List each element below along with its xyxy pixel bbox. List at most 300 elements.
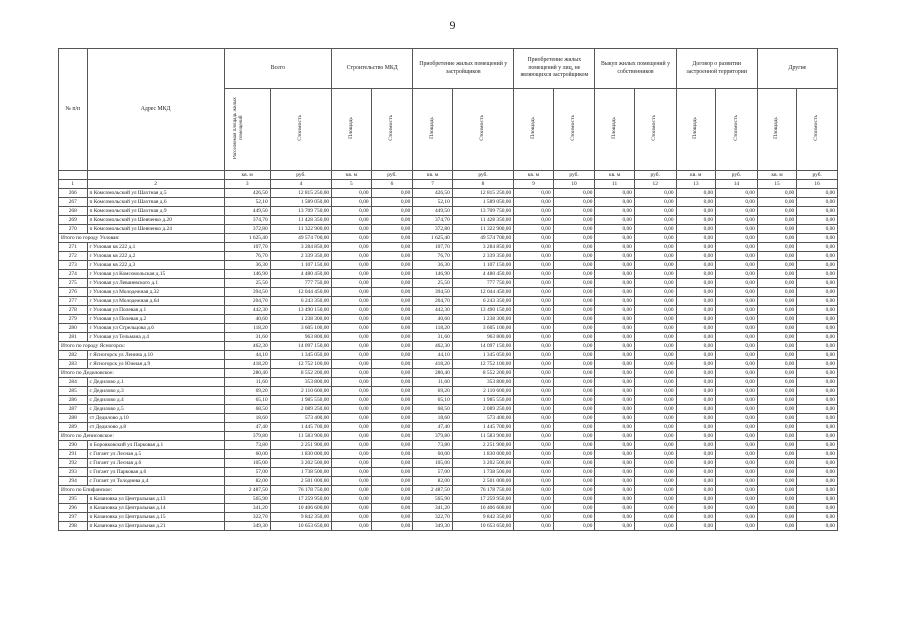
- zero-cell: 0,00: [553, 270, 595, 279]
- zero-cell: 0,00: [595, 504, 634, 513]
- address-cell: г Узловая кв 222 д.2: [87, 252, 224, 261]
- cost-cell: 13 490 150,00: [452, 306, 513, 315]
- zero-cell: 0,00: [332, 423, 371, 432]
- zero-cell: 0,00: [514, 351, 553, 360]
- zero-cell: 0,00: [553, 504, 595, 513]
- zero-cell: 0,00: [716, 324, 758, 333]
- zero-cell: 0,00: [716, 387, 758, 396]
- zero-cell: 0,00: [371, 486, 413, 495]
- zero-cell: 0,00: [757, 324, 796, 333]
- table-row: [59, 207, 838, 216]
- cost-cell: 777 750,00: [452, 279, 513, 288]
- zero-cell: 0,00: [371, 477, 413, 486]
- table-row: [59, 216, 838, 225]
- zero-cell: 0,00: [676, 225, 715, 234]
- zero-cell: 0,00: [797, 441, 838, 450]
- subheader: Стоимость: [452, 89, 513, 171]
- table-row: [59, 243, 838, 252]
- area-cell: 68,50: [413, 405, 452, 414]
- cost-cell: 8 552 200,00: [452, 369, 513, 378]
- cost-cell: 8 552 200,00: [270, 369, 331, 378]
- zero-cell: 0,00: [371, 333, 413, 342]
- zero-cell: 0,00: [332, 405, 371, 414]
- area-cell: 57,00: [224, 468, 270, 477]
- zero-cell: 0,00: [514, 189, 553, 198]
- zero-cell: 0,00: [716, 351, 758, 360]
- zero-cell: 0,00: [332, 414, 371, 423]
- zero-cell: 0,00: [371, 315, 413, 324]
- zero-cell: 0,00: [797, 486, 838, 495]
- zero-cell: 0,00: [797, 477, 838, 486]
- zero-cell: 0,00: [514, 297, 553, 306]
- zero-cell: 0,00: [371, 279, 413, 288]
- zero-cell: 0,00: [371, 306, 413, 315]
- zero-cell: 0,00: [757, 441, 796, 450]
- zero-cell: 0,00: [797, 459, 838, 468]
- zero-cell: 0,00: [514, 378, 553, 387]
- area-cell: 565,90: [224, 495, 270, 504]
- zero-cell: 0,00: [797, 279, 838, 288]
- cost-cell: 17 259 950,00: [270, 495, 331, 504]
- cost-cell: 49 574 700,00: [452, 234, 513, 243]
- zero-cell: 0,00: [676, 495, 715, 504]
- zero-cell: 0,00: [595, 225, 634, 234]
- zero-cell: 0,00: [797, 495, 838, 504]
- zero-cell: 0,00: [514, 198, 553, 207]
- cost-cell: 1 345 050,00: [270, 351, 331, 360]
- zero-cell: 0,00: [332, 207, 371, 216]
- address-cell: с Гигант ул Парковая д.6: [87, 468, 224, 477]
- row-number: 267: [59, 198, 88, 207]
- group-header: Приобретение жилых помещений у застройщиков: [413, 49, 514, 89]
- zero-cell: 0,00: [757, 450, 796, 459]
- zero-cell: 0,00: [553, 288, 595, 297]
- zero-cell: 0,00: [716, 279, 758, 288]
- zero-cell: 0,00: [634, 189, 676, 198]
- zero-cell: 0,00: [371, 234, 413, 243]
- row-number: 273: [59, 261, 88, 270]
- row-number: 278: [59, 306, 88, 315]
- area-cell: 372,80: [224, 225, 270, 234]
- cost-cell: 3 605 100,00: [270, 324, 331, 333]
- address-cell: г Узловая ул Комсомольская д.15: [87, 270, 224, 279]
- table-row: [59, 396, 838, 405]
- area-cell: 68,50: [224, 405, 270, 414]
- zero-cell: 0,00: [757, 333, 796, 342]
- zero-cell: 0,00: [371, 243, 413, 252]
- area-cell: 36,30: [413, 261, 452, 270]
- area-cell: 418,20: [413, 360, 452, 369]
- zero-cell: 0,00: [634, 423, 676, 432]
- zero-cell: 0,00: [757, 297, 796, 306]
- total-label: Итого по Епифанское:: [59, 486, 225, 495]
- zero-cell: 0,00: [371, 405, 413, 414]
- zero-cell: 0,00: [514, 234, 553, 243]
- area-cell: 57,00: [413, 468, 452, 477]
- zero-cell: 0,00: [676, 360, 715, 369]
- cost-cell: 1 985 550,00: [270, 396, 331, 405]
- area-cell: 44,10: [413, 351, 452, 360]
- zero-cell: 0,00: [676, 468, 715, 477]
- zero-cell: 0,00: [634, 333, 676, 342]
- table-row: [59, 495, 838, 504]
- table-row: [59, 189, 838, 198]
- area-cell: 118,20: [413, 324, 452, 333]
- resettlement-table: [58, 48, 838, 531]
- zero-cell: 0,00: [553, 378, 595, 387]
- zero-cell: 0,00: [553, 351, 595, 360]
- row-number: 282: [59, 351, 88, 360]
- zero-cell: 0,00: [595, 378, 634, 387]
- row-number: 296: [59, 504, 88, 513]
- table-row: [59, 198, 838, 207]
- zero-cell: 0,00: [716, 423, 758, 432]
- zero-cell: 0,00: [514, 270, 553, 279]
- subheader: Площадь: [332, 89, 371, 171]
- zero-cell: 0,00: [676, 306, 715, 315]
- zero-cell: 0,00: [553, 468, 595, 477]
- zero-cell: 0,00: [716, 198, 758, 207]
- zero-cell: 0,00: [797, 432, 838, 441]
- zero-cell: 0,00: [757, 216, 796, 225]
- zero-cell: 0,00: [634, 513, 676, 522]
- cost-cell: 49 574 700,00: [270, 234, 331, 243]
- address-cell: п Казановка ул Центральная д.13: [87, 495, 224, 504]
- area-cell: 1 625,40: [224, 234, 270, 243]
- cost-cell: 2 339 350,00: [452, 252, 513, 261]
- zero-cell: 0,00: [553, 306, 595, 315]
- zero-cell: 0,00: [797, 405, 838, 414]
- zero-cell: 0,00: [797, 306, 838, 315]
- zero-cell: 0,00: [553, 477, 595, 486]
- cost-cell: 2 110 600,00: [270, 387, 331, 396]
- zero-cell: 0,00: [371, 297, 413, 306]
- zero-cell: 0,00: [595, 315, 634, 324]
- zero-cell: 0,00: [797, 288, 838, 297]
- zero-cell: 0,00: [757, 306, 796, 315]
- zero-cell: 0,00: [634, 243, 676, 252]
- zero-cell: 0,00: [595, 306, 634, 315]
- area-cell: 11,60: [413, 378, 452, 387]
- area-cell: 341,20: [224, 504, 270, 513]
- zero-cell: 0,00: [757, 369, 796, 378]
- area-cell: 349,30: [413, 522, 452, 531]
- zero-cell: 0,00: [371, 324, 413, 333]
- cost-cell: 13 709 750,00: [270, 207, 331, 216]
- row-number: 288: [59, 414, 88, 423]
- cost-cell: 2 251 900,00: [452, 441, 513, 450]
- table-row: [59, 252, 838, 261]
- zero-cell: 0,00: [332, 459, 371, 468]
- cost-cell: 3 202 500,00: [270, 459, 331, 468]
- subheader: Площадь: [413, 89, 452, 171]
- area-cell: 105,00: [224, 459, 270, 468]
- zero-cell: 0,00: [553, 360, 595, 369]
- zero-cell: 0,00: [553, 252, 595, 261]
- table-row: [59, 297, 838, 306]
- zero-cell: 0,00: [332, 333, 371, 342]
- zero-cell: 0,00: [757, 423, 796, 432]
- cost-cell: 1 107 150,00: [270, 261, 331, 270]
- area-cell: 341,20: [413, 504, 452, 513]
- zero-cell: 0,00: [332, 297, 371, 306]
- row-number: 274: [59, 270, 88, 279]
- zero-cell: 0,00: [371, 414, 413, 423]
- cost-cell: 2 251 900,00: [270, 441, 331, 450]
- row-number: 297: [59, 513, 88, 522]
- area-cell: 349,30: [224, 522, 270, 531]
- cost-cell: 1 738 500,00: [452, 468, 513, 477]
- total-label: Итого по городу Узловая:: [59, 234, 225, 243]
- zero-cell: 0,00: [371, 432, 413, 441]
- cost-cell: 573 400,00: [452, 414, 513, 423]
- zero-cell: 0,00: [757, 270, 796, 279]
- address-cell: г Узловая ул Стрельцова д.6: [87, 324, 224, 333]
- zero-cell: 0,00: [676, 351, 715, 360]
- area-cell: 394,50: [224, 288, 270, 297]
- area-cell: 65,10: [413, 396, 452, 405]
- zero-cell: 0,00: [514, 486, 553, 495]
- area-cell: 442,30: [413, 306, 452, 315]
- row-number: 286: [59, 396, 88, 405]
- zero-cell: 0,00: [553, 396, 595, 405]
- address-cell: г Узловая кв 222 д.1: [87, 243, 224, 252]
- zero-cell: 0,00: [332, 216, 371, 225]
- zero-cell: 0,00: [757, 351, 796, 360]
- zero-cell: 0,00: [595, 450, 634, 459]
- address-cell: ст Дедилово д.8: [87, 423, 224, 432]
- zero-cell: 0,00: [676, 504, 715, 513]
- area-cell: 280,40: [224, 369, 270, 378]
- zero-cell: 0,00: [553, 216, 595, 225]
- zero-cell: 0,00: [595, 351, 634, 360]
- subheader: Стоимость: [553, 89, 595, 171]
- area-cell: 374,70: [224, 216, 270, 225]
- zero-cell: 0,00: [553, 189, 595, 198]
- cost-cell: 12 752 100,00: [270, 360, 331, 369]
- cost-cell: 76 178 750,00: [270, 486, 331, 495]
- zero-cell: 0,00: [514, 342, 553, 351]
- zero-cell: 0,00: [595, 414, 634, 423]
- zero-cell: 0,00: [797, 198, 838, 207]
- zero-cell: 0,00: [676, 333, 715, 342]
- zero-cell: 0,00: [514, 252, 553, 261]
- zero-cell: 0,00: [514, 243, 553, 252]
- cost-cell: 3 605 100,00: [452, 324, 513, 333]
- zero-cell: 0,00: [757, 378, 796, 387]
- area-cell: 1 625,40: [413, 234, 452, 243]
- area-cell: 107,70: [224, 243, 270, 252]
- zero-cell: 0,00: [757, 198, 796, 207]
- address-cell: п Комсомольский ул Шевченко д.20: [87, 216, 224, 225]
- cost-cell: 1 238 300,00: [270, 315, 331, 324]
- zero-cell: 0,00: [332, 351, 371, 360]
- zero-cell: 0,00: [514, 279, 553, 288]
- zero-cell: 0,00: [332, 243, 371, 252]
- subheader: Стоимость: [270, 89, 331, 171]
- zero-cell: 0,00: [716, 414, 758, 423]
- zero-cell: 0,00: [514, 360, 553, 369]
- zero-cell: 0,00: [553, 261, 595, 270]
- zero-cell: 0,00: [716, 468, 758, 477]
- zero-cell: 0,00: [332, 315, 371, 324]
- zero-cell: 0,00: [797, 315, 838, 324]
- zero-cell: 0,00: [716, 225, 758, 234]
- area-cell: 40,60: [413, 315, 452, 324]
- zero-cell: 0,00: [332, 198, 371, 207]
- zero-cell: 0,00: [332, 486, 371, 495]
- zero-cell: 0,00: [676, 324, 715, 333]
- zero-cell: 0,00: [634, 450, 676, 459]
- zero-cell: 0,00: [371, 513, 413, 522]
- zero-cell: 0,00: [332, 360, 371, 369]
- zero-cell: 0,00: [634, 306, 676, 315]
- cost-cell: 353 800,00: [270, 378, 331, 387]
- area-cell: 565,90: [413, 495, 452, 504]
- zero-cell: 0,00: [371, 252, 413, 261]
- zero-cell: 0,00: [757, 504, 796, 513]
- cost-cell: 573 400,00: [270, 414, 331, 423]
- zero-cell: 0,00: [797, 225, 838, 234]
- zero-cell: 0,00: [332, 468, 371, 477]
- zero-cell: 0,00: [634, 315, 676, 324]
- subheader: Стоимость: [371, 89, 413, 171]
- total-label: Итого по городу Ясногорск:: [59, 342, 225, 351]
- zero-cell: 0,00: [797, 243, 838, 252]
- cost-cell: 4 480 450,00: [452, 270, 513, 279]
- zero-cell: 0,00: [716, 369, 758, 378]
- cost-cell: 12 044 450,00: [270, 288, 331, 297]
- total-row: [59, 369, 838, 378]
- area-cell: 47,40: [413, 423, 452, 432]
- zero-cell: 0,00: [514, 459, 553, 468]
- zero-cell: 0,00: [514, 513, 553, 522]
- zero-cell: 0,00: [595, 279, 634, 288]
- zero-cell: 0,00: [514, 450, 553, 459]
- zero-cell: 0,00: [595, 297, 634, 306]
- zero-cell: 0,00: [595, 459, 634, 468]
- zero-cell: 0,00: [757, 387, 796, 396]
- zero-cell: 0,00: [757, 477, 796, 486]
- cost-cell: 1 738 500,00: [270, 468, 331, 477]
- zero-cell: 0,00: [595, 495, 634, 504]
- cost-cell: 11 428 350,00: [452, 216, 513, 225]
- zero-cell: 0,00: [553, 486, 595, 495]
- table-row: [59, 468, 838, 477]
- zero-cell: 0,00: [595, 216, 634, 225]
- cost-cell: 1 345 050,00: [452, 351, 513, 360]
- zero-cell: 0,00: [797, 360, 838, 369]
- zero-cell: 0,00: [757, 189, 796, 198]
- address-cell: г Ясногорск ул Ленина д.10: [87, 351, 224, 360]
- area-cell: 18,60: [413, 414, 452, 423]
- zero-cell: 0,00: [332, 477, 371, 486]
- zero-cell: 0,00: [332, 513, 371, 522]
- zero-cell: 0,00: [676, 459, 715, 468]
- cost-cell: 12 815 250,00: [452, 189, 513, 198]
- row-number: 280: [59, 324, 88, 333]
- area-cell: 462,30: [224, 342, 270, 351]
- area-cell: 204,70: [413, 297, 452, 306]
- zero-cell: 0,00: [716, 459, 758, 468]
- zero-cell: 0,00: [676, 216, 715, 225]
- zero-cell: 0,00: [757, 225, 796, 234]
- zero-cell: 0,00: [716, 378, 758, 387]
- address-cell: с Дедилово д.1: [87, 378, 224, 387]
- total-label: Итого по Денисовское:: [59, 432, 225, 441]
- zero-cell: 0,00: [797, 234, 838, 243]
- area-cell: 82,00: [413, 477, 452, 486]
- cost-cell: 10 653 650,00: [452, 522, 513, 531]
- subheader: Площадь: [676, 89, 715, 171]
- group-header: Приобретение жилых помещений у лиц, не являющихся застройщиком: [514, 49, 595, 89]
- cost-cell: 11 428 350,00: [270, 216, 331, 225]
- zero-cell: 0,00: [553, 450, 595, 459]
- cost-cell: 76 178 750,00: [452, 486, 513, 495]
- area-cell: 76,70: [224, 252, 270, 261]
- zero-cell: 0,00: [676, 243, 715, 252]
- address-cell: г Узловая кв 222 д.3: [87, 261, 224, 270]
- row-number: 294: [59, 477, 88, 486]
- address-cell: п Боровковский ул Парковая д.1: [87, 441, 224, 450]
- zero-cell: 0,00: [371, 360, 413, 369]
- total-row: [59, 234, 838, 243]
- cost-cell: 1 589 050,00: [452, 198, 513, 207]
- zero-cell: 0,00: [595, 207, 634, 216]
- zero-cell: 0,00: [716, 315, 758, 324]
- zero-cell: 0,00: [797, 252, 838, 261]
- zero-cell: 0,00: [797, 216, 838, 225]
- zero-cell: 0,00: [514, 396, 553, 405]
- zero-cell: 0,00: [332, 225, 371, 234]
- area-cell: 36,30: [224, 261, 270, 270]
- subheader: Площадь: [595, 89, 634, 171]
- zero-cell: 0,00: [514, 405, 553, 414]
- row-number: 298: [59, 522, 88, 531]
- row-number: 283: [59, 360, 88, 369]
- zero-cell: 0,00: [595, 387, 634, 396]
- zero-cell: 0,00: [676, 207, 715, 216]
- zero-cell: 0,00: [676, 189, 715, 198]
- table-row: [59, 360, 838, 369]
- total-row: [59, 342, 838, 351]
- cost-cell: 13 709 750,00: [452, 207, 513, 216]
- address-cell: п Комсомольский ул Шахтная д.9: [87, 207, 224, 216]
- cost-cell: 2 501 000,00: [270, 477, 331, 486]
- row-number: 271: [59, 243, 88, 252]
- zero-cell: 0,00: [371, 270, 413, 279]
- zero-cell: 0,00: [595, 477, 634, 486]
- cost-cell: 12 044 450,00: [452, 288, 513, 297]
- address-cell: г Узловая ул Молодежная д.32: [87, 288, 224, 297]
- row-number: 291: [59, 450, 88, 459]
- table-row: [59, 315, 838, 324]
- zero-cell: 0,00: [514, 261, 553, 270]
- zero-cell: 0,00: [553, 522, 595, 531]
- zero-cell: 0,00: [757, 486, 796, 495]
- row-number: 279: [59, 315, 88, 324]
- zero-cell: 0,00: [797, 387, 838, 396]
- zero-cell: 0,00: [757, 234, 796, 243]
- cost-cell: 1 830 000,00: [270, 450, 331, 459]
- cost-cell: 17 259 950,00: [452, 495, 513, 504]
- zero-cell: 0,00: [634, 360, 676, 369]
- zero-cell: 0,00: [716, 495, 758, 504]
- zero-cell: 0,00: [332, 189, 371, 198]
- zero-cell: 0,00: [332, 450, 371, 459]
- cost-cell: 2 339 350,00: [270, 252, 331, 261]
- subheader: Стоимость: [797, 89, 838, 171]
